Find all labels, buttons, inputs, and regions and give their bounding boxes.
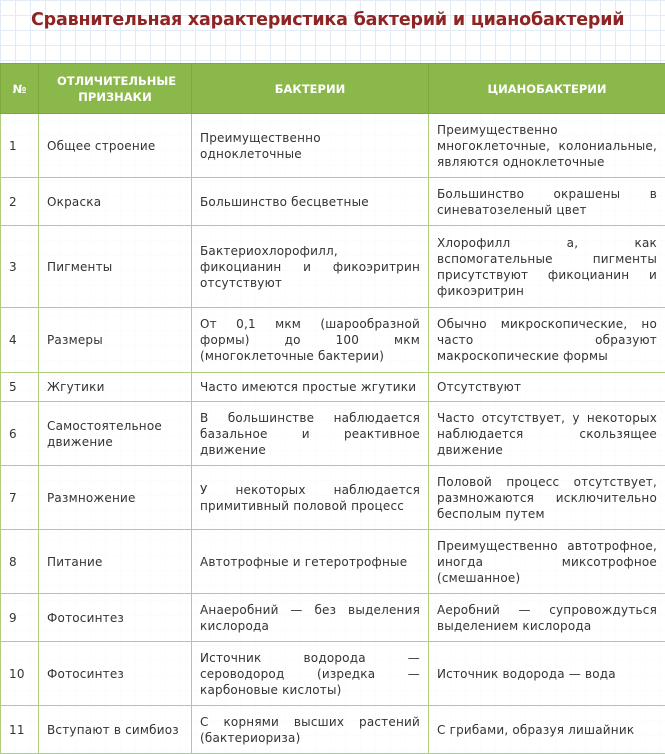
table-row [1, 308, 665, 373]
table-row [1, 178, 665, 226]
row-bacteria: Автотрофные и гетеротрофные [192, 530, 429, 594]
comparison-table [0, 63, 665, 754]
row-bacteria: С корнями высших растений (бактериориза) [192, 706, 429, 754]
row-cyano: Аеробний — супровождуться выделением кислорода [429, 594, 665, 642]
header-feature: ОТЛИЧИТЕЛЬНЫЕ ПРИЗНАКИ [39, 64, 192, 114]
row-num: 3 [1, 226, 39, 308]
row-num: 6 [1, 402, 39, 466]
row-cyano: Хлорофилл а, как вспомогательные пигменты присутствуют фикоцианин и фикоэритрин [429, 226, 665, 308]
table-row [1, 706, 665, 754]
table-row [1, 226, 665, 308]
table-row [1, 373, 665, 402]
row-feature: Самостоятельное движение [39, 402, 192, 466]
row-bacteria: Анаеробний — без выделения кислорода [192, 594, 429, 642]
row-num: 11 [1, 706, 39, 754]
row-feature: Пигменты [39, 226, 192, 308]
row-feature: Фотосинтез [39, 594, 192, 642]
row-num: 10 [1, 642, 39, 706]
row-cyano: Преимущественно многоклеточные, колониальные, являются одноклеточные [429, 114, 665, 178]
row-num: 1 [1, 114, 39, 178]
row-feature: Вступают в симбиоз [39, 706, 192, 754]
table-row [1, 642, 665, 706]
row-num: 4 [1, 308, 39, 373]
row-bacteria: Источник водорода — сероводород (изредка — карбоновые кислоты) [192, 642, 429, 706]
row-cyano: Большинство окрашены в синеватозеленый цвет [429, 178, 665, 226]
row-num: 2 [1, 178, 39, 226]
row-cyano: Источник водорода — вода [429, 642, 665, 706]
table-header-row [1, 64, 665, 114]
row-bacteria: В большинстве наблюдается базальное и реактивное движение [192, 402, 429, 466]
row-feature: Окраска [39, 178, 192, 226]
row-feature: Фотосинтез [39, 642, 192, 706]
row-num: 9 [1, 594, 39, 642]
table-row [1, 114, 665, 178]
header-num: № [1, 64, 39, 114]
row-cyano: Часто отсутствует, у некоторых наблюдается скользящее движение [429, 402, 665, 466]
row-num: 5 [1, 373, 39, 402]
row-cyano: Обычно микроскопические, но часто образуют макроскопические формы [429, 308, 665, 373]
header-bacteria: БАКТЕРИИ [192, 64, 429, 114]
row-feature: Размножение [39, 466, 192, 530]
row-feature: Размеры [39, 308, 192, 373]
row-bacteria: Преимущественно одноклеточные [192, 114, 429, 178]
row-bacteria: От 0,1 мкм (шарообразной формы) до 100 мкм (многоклеточные бактерии) [192, 308, 429, 373]
row-cyano: Отсутствуют [429, 373, 665, 402]
row-num: 7 [1, 466, 39, 530]
row-cyano: Половой процесс отсутствует, размножаются исключительно бесполым путем [429, 466, 665, 530]
table-row [1, 402, 665, 466]
table-row [1, 530, 665, 594]
header-cyano: ЦИАНОБАКТЕРИИ [429, 64, 665, 114]
row-bacteria: Большинство бесцветные [192, 178, 429, 226]
row-bacteria: Бактериохлорофилл, фикоцианин и фикоэритрин отсутствуют [192, 226, 429, 308]
page-title: Сравнительная характеристика бактерий и цианобактерий [31, 10, 624, 30]
table-row [1, 594, 665, 642]
row-cyano: Преимущественно автотрофное, иногда миксотрофное (смешанное) [429, 530, 665, 594]
row-feature: Жгутики [39, 373, 192, 402]
row-cyano: С грибами, образуя лишайник [429, 706, 665, 754]
row-feature: Питание [39, 530, 192, 594]
table-row [1, 466, 665, 530]
row-bacteria: Часто имеются простые жгутики [192, 373, 429, 402]
row-bacteria: У некоторых наблюдается примитивный половой процесс [192, 466, 429, 530]
row-feature: Общее строение [39, 114, 192, 178]
row-num: 8 [1, 530, 39, 594]
